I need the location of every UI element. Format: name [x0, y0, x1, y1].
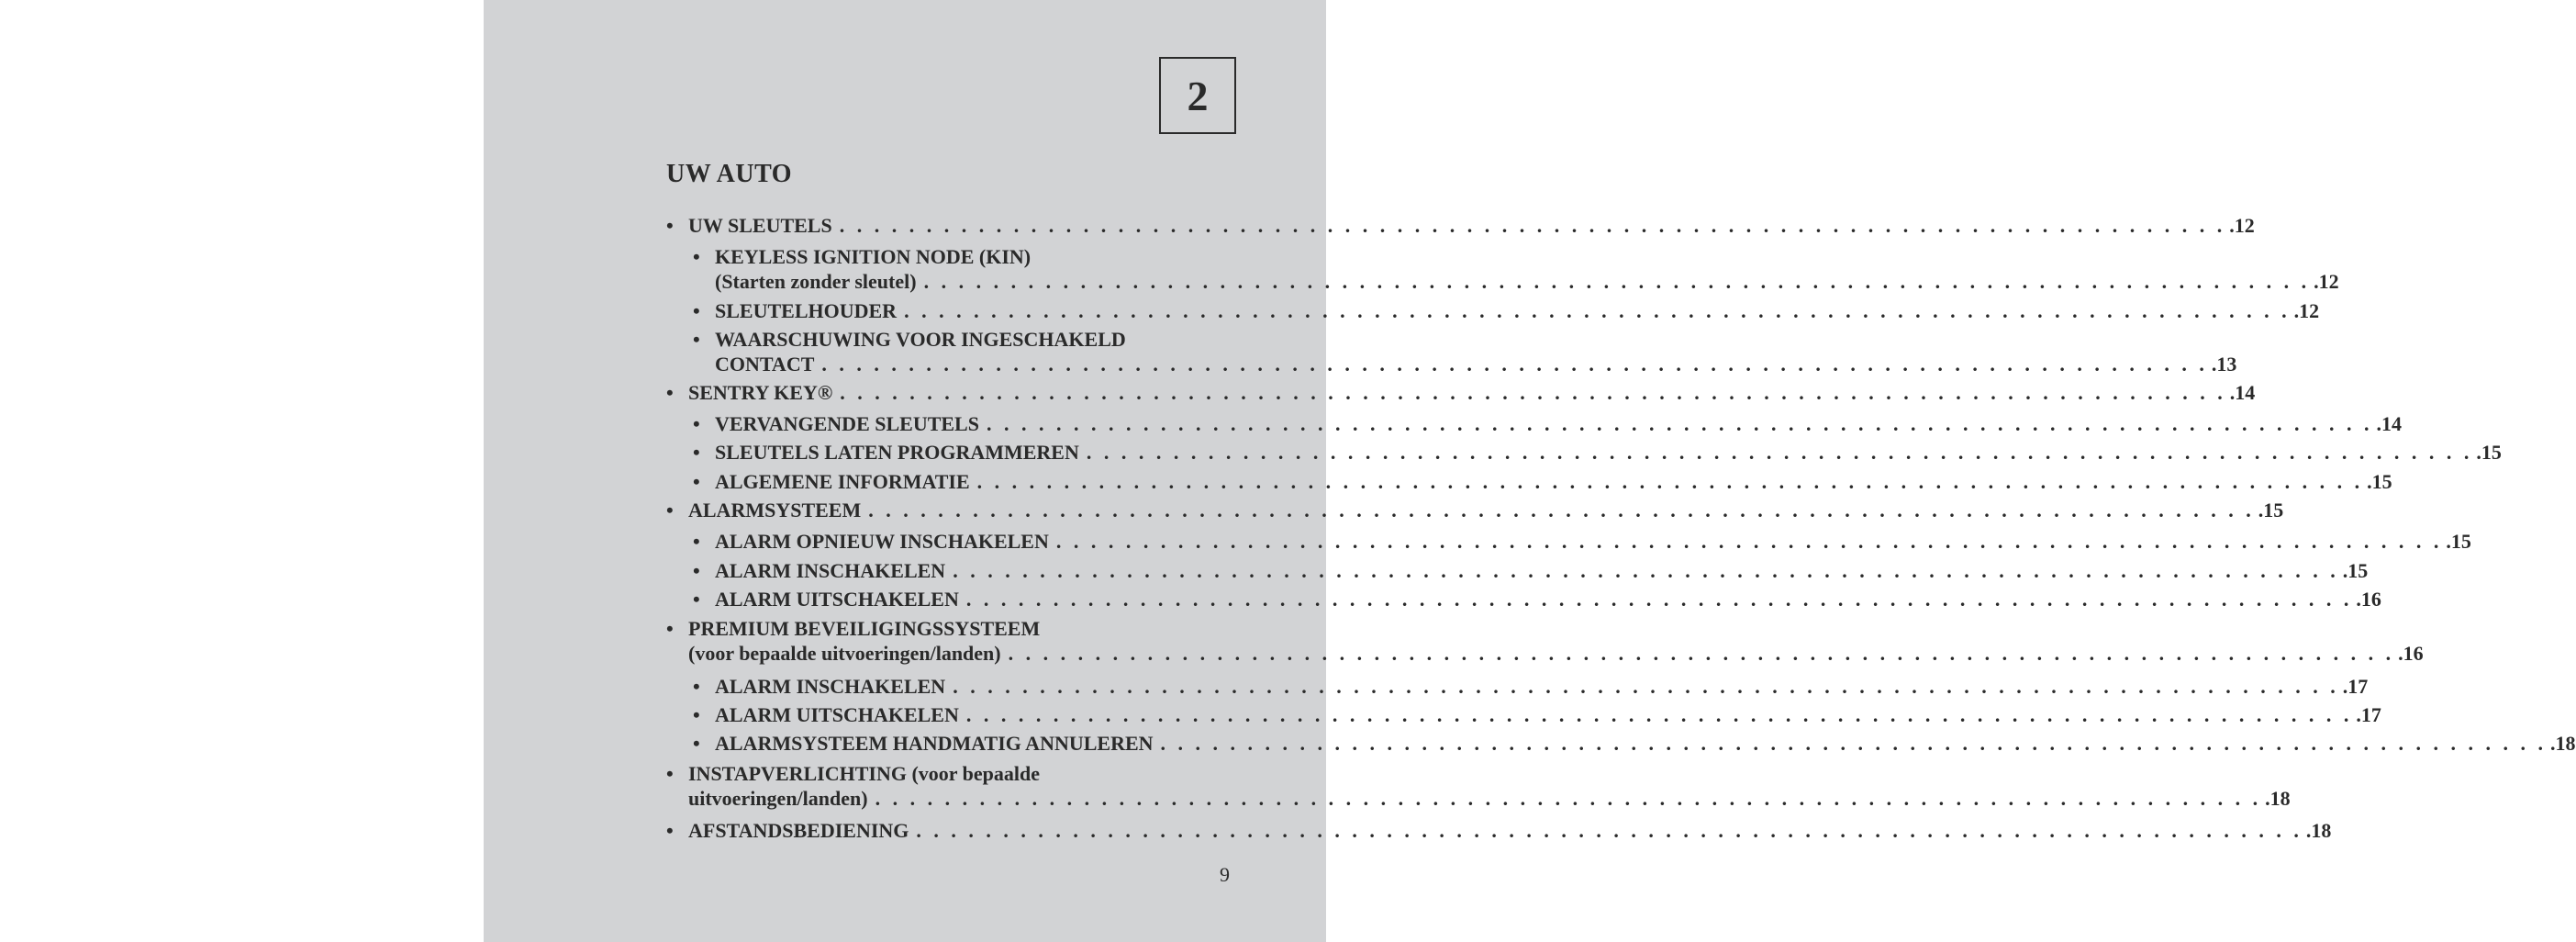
- toc-entry-title: CONTACT: [715, 353, 815, 376]
- bullet-icon: •: [666, 617, 674, 640]
- bullet-icon: •: [693, 328, 700, 351]
- toc-entry-page: .15: [2258, 499, 2284, 521]
- dot-leader: . . . . . . . . . . . . . . . . . . . . . . . . . . . . . . . . . . . . . . . . . . . . . . . . . . . . . . . . . . . . . . . . . . . . . . . . . . . . . . . .: [840, 381, 2226, 404]
- toc-entry-title: ALARM UITSCHAKELEN: [715, 588, 959, 611]
- dot-leader: . . . . . . . . . . . . . . . . . . . . . . . . . . . . . . . . . . . . . . . . . . . . . . . . . . . . . . . . . . . . . . . . . . . . . . . . . . . . . . . .: [1160, 732, 2548, 755]
- bullet-icon: •: [666, 499, 674, 521]
- bullet-icon: •: [666, 762, 674, 785]
- blank-left-page: [0, 0, 484, 942]
- bullet-icon: •: [693, 530, 700, 553]
- dot-leader: . . . . . . . . . . . . . . . . . . . . . . . . . . . . . . . . . . . . . . . . . . . . . . . . . . . . . . . . . . . . . . . . . . . . . . . . . . . . . . . .: [1008, 642, 2395, 665]
- bullet-icon: •: [693, 245, 700, 268]
- toc-entry-page: .15: [2342, 559, 2369, 582]
- toc-entry-title: WAARSCHUWING VOOR INGESCHAKELD: [715, 328, 1126, 351]
- toc-entry-title: SLEUTELS LATEN PROGRAMMEREN: [715, 441, 1079, 464]
- dot-leader: . . . . . . . . . . . . . . . . . . . . . . . . . . . . . . . . . . . . . . . . . . . . . . . . . . . . . . . . . . . . . . . . . . . . . . . . . . . . . . . .: [965, 703, 2353, 726]
- dot-leader: . . . . . . . . . . . . . . . . . . . . . . . . . . . . . . . . . . . . . . . . . . . . . . . . . . . . . . . . . . . . . . . . . . . . . . . . . . . . . . . .: [965, 588, 2353, 611]
- toc-entry-page: .15: [2446, 530, 2471, 553]
- toc-entry-page: .18: [2305, 819, 2332, 842]
- bullet-icon: •: [693, 675, 700, 698]
- dot-leader: . . . . . . . . . . . . . . . . . . . . . . . . . . . . . . . . . . . . . . . . . . . . . . . . . . . . . . . . . . . . . . . . . . . . . . . . . . . . . . . .: [839, 214, 2226, 237]
- bullet-icon: •: [693, 470, 700, 493]
- dot-leader: . . . . . . . . . . . . . . . . . . . . . . . . . . . . . . . . . . . . . . . . . . . . . . . . . . . . . . . . . . . . . . . . . . . . . . . . . . . . . . . .: [916, 819, 2303, 842]
- bullet-icon: •: [666, 381, 674, 404]
- toc-entry-title: ALARMSYSTEEM HANDMATIG ANNULEREN: [715, 732, 1154, 755]
- toc-page: [484, 0, 2576, 942]
- toc-entry-page: .18: [2265, 787, 2291, 810]
- toc-entry-title: (voor bepaalde uitvoeringen/landen): [688, 642, 1001, 665]
- bullet-icon: •: [693, 559, 700, 582]
- toc-entry-title: INSTAPVERLICHTING (voor bepaalde: [688, 762, 1041, 785]
- bullet-icon: •: [693, 412, 700, 435]
- bullet-icon: •: [666, 214, 674, 237]
- toc-entry-title: ALARM INSCHAKELEN: [715, 559, 946, 582]
- bullet-icon: •: [693, 441, 700, 464]
- toc-entry-title: UW SLEUTELS: [688, 214, 832, 237]
- toc-entry-page: .15: [2476, 441, 2502, 464]
- bullet-icon: •: [693, 703, 700, 726]
- section-title: UW AUTO: [666, 160, 793, 188]
- toc-entry-page: .17: [2356, 703, 2381, 726]
- toc-entry-title: ALARMSYSTEEM: [688, 499, 862, 521]
- toc-entry-title: PREMIUM BEVEILIGINGSSYSTEEM: [688, 617, 1041, 640]
- dot-leader: . . . . . . . . . . . . . . . . . . . . . . . . . . . . . . . . . . . . . . . . . . . . . . . . . . . . . . . . . . . . . . . . . . . . . . . . . . . . . . . .: [923, 270, 2311, 293]
- dot-leader: . . . . . . . . . . . . . . . . . . . . . . . . . . . . . . . . . . . . . . . . . . . . . . . . . . . . . . . . . . . . . . . . . . . . . . . . . . . . . . . .: [953, 559, 2339, 582]
- dot-leader: . . . . . . . . . . . . . . . . . . . . . . . . . . . . . . . . . . . . . . . . . . . . . . . . . . . . . . . . . . . . . . . . . . . . . . . . . . . . . . . .: [875, 787, 2262, 810]
- toc-entry-page: .16: [2398, 642, 2424, 665]
- toc-entry-page: .13: [2211, 353, 2237, 376]
- dot-leader: . . . . . . . . . . . . . . . . . . . . . . . . . . . . . . . . . . . . . . . . . . . . . . . . . . . . . . . . . . . . . . . . . . . . . . . . . . . . . . . .: [1055, 530, 2443, 553]
- toc-entry-title: SENTRY KEY®: [688, 381, 833, 404]
- toc-entry-title: KEYLESS IGNITION NODE (KIN): [715, 245, 1032, 268]
- toc-entry-page: .15: [2367, 470, 2392, 493]
- toc-entry-title: AFSTANDSBEDIENING: [688, 819, 909, 842]
- chapter-number-box: [1159, 57, 1236, 134]
- bullet-icon: •: [693, 299, 700, 322]
- toc-entry-title: ALGEMENE INFORMATIE: [715, 470, 970, 493]
- bullet-icon: •: [666, 819, 674, 842]
- toc-entry-page: .12: [2314, 270, 2339, 293]
- toc-entry-title: uitvoeringen/landen): [688, 787, 868, 810]
- dot-leader: . . . . . . . . . . . . . . . . . . . . . . . . . . . . . . . . . . . . . . . . . . . . . . . . . . . . . . . . . . . . . . . . . . . . . . . . . . . . . . . .: [904, 299, 2291, 322]
- toc-entry-title: ALARM INSCHAKELEN: [715, 675, 946, 698]
- dot-leader: . . . . . . . . . . . . . . . . . . . . . . . . . . . . . . . . . . . . . . . . . . . . . . . . . . . . . . . . . . . . . . . . . . . . . . . . . . . . . . . .: [1086, 441, 2473, 464]
- bullet-icon: •: [693, 732, 700, 755]
- dot-leader: . . . . . . . . . . . . . . . . . . . . . . . . . . . . . . . . . . . . . . . . . . . . . . . . . . . . . . . . . . . . . . . . . . . . . . . . . . . . . . . .: [986, 412, 2373, 435]
- toc-entry-title: ALARM OPNIEUW INSCHAKELEN: [715, 530, 1049, 553]
- toc-entry-page: .17: [2342, 675, 2369, 698]
- chapter-number: 2: [1187, 72, 1209, 119]
- toc-entry-page: .14: [2376, 412, 2402, 435]
- toc-entry-title: ALARM UITSCHAKELEN: [715, 703, 959, 726]
- dot-leader: . . . . . . . . . . . . . . . . . . . . . . . . . . . . . . . . . . . . . . . . . . . . . . . . . . . . . . . . . . . . . . . . . . . . . . . . . . . . . . . .: [821, 353, 2208, 376]
- toc-entry-page: .18: [2550, 732, 2576, 755]
- toc-entry-page: .16: [2356, 588, 2381, 611]
- toc-entry-page: .14: [2229, 381, 2256, 404]
- dot-leader: . . . . . . . . . . . . . . . . . . . . . . . . . . . . . . . . . . . . . . . . . . . . . . . . . . . . . . . . . . . . . . . . . . . . . . . . . . . . . . . .: [976, 470, 2364, 493]
- toc-entry-title: SLEUTELHOUDER: [715, 299, 898, 322]
- toc-entry-page: .12: [2293, 299, 2320, 322]
- toc-entry-page: .12: [2229, 214, 2255, 237]
- toc-entry-title: VERVANGENDE SLEUTELS: [715, 412, 979, 435]
- toc-entry-title: (Starten zonder sleutel): [715, 270, 917, 293]
- bullet-icon: •: [693, 588, 700, 611]
- page-number: 9: [1220, 863, 1230, 886]
- dot-leader: . . . . . . . . . . . . . . . . . . . . . . . . . . . . . . . . . . . . . . . . . . . . . . . . . . . . . . . . . . . . . . . . . . . . . . . . . . . . . . . .: [868, 499, 2255, 521]
- dot-leader: . . . . . . . . . . . . . . . . . . . . . . . . . . . . . . . . . . . . . . . . . . . . . . . . . . . . . . . . . . . . . . . . . . . . . . . . . . . . . . . .: [953, 675, 2339, 698]
